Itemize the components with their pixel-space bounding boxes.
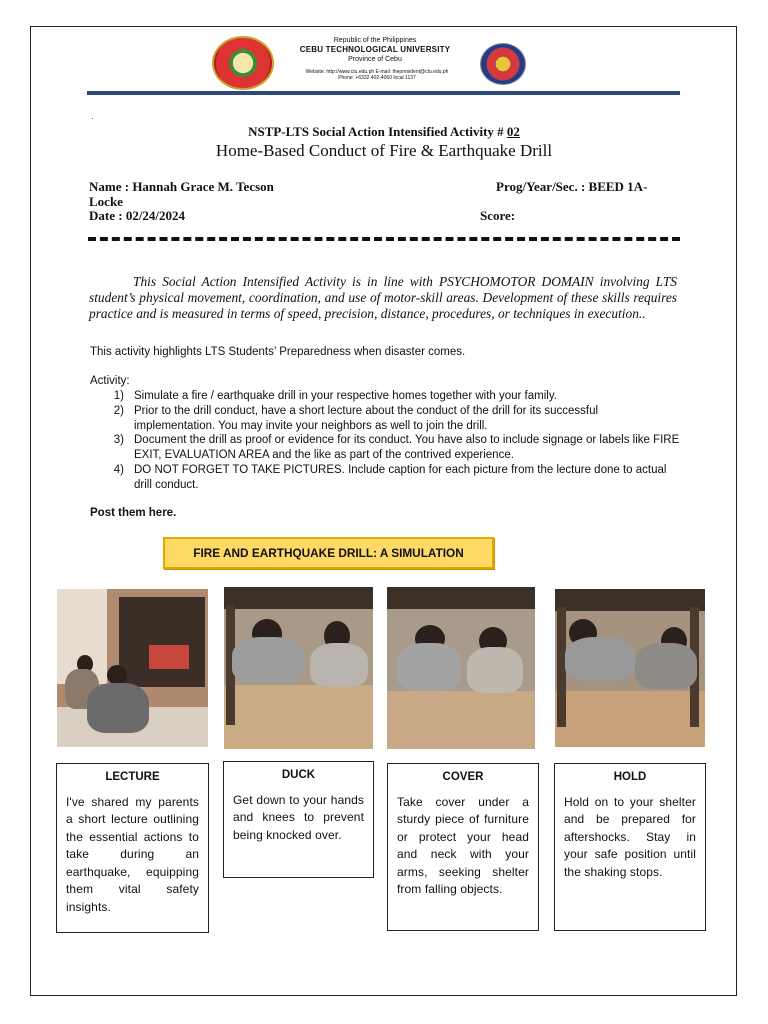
card-title: HOLD [613, 771, 647, 783]
republic-text: Republic of the Philippines [333, 37, 417, 44]
television [149, 645, 189, 669]
program-year-section: Prog/Year/Sec. : BEED 1A- [496, 179, 648, 194]
person-body [232, 637, 304, 683]
table-top [224, 587, 373, 609]
simulation-banner: FIRE AND EARTHQUAKE DRILL: A SIMULATION [163, 537, 494, 569]
hold-photo [555, 589, 705, 747]
date-field: Date : 02/24/2024 [89, 208, 186, 223]
duck-photo [224, 587, 373, 749]
post-label: Post them here. [90, 507, 177, 519]
list-item-number: 4) [113, 463, 124, 476]
hold-card [554, 763, 706, 931]
card-body: Take cover under a sturdy piece of furniture or protect your head and neck with your arms, seeking shelter from falling objects. [397, 794, 529, 896]
student-name: Name : Hannah Grace M. Tecson [89, 179, 274, 194]
activity-title-prefix: NSTP-LTS Social Action Intensified Activity # [248, 124, 507, 139]
letterhead [280, 37, 470, 64]
lecture-photo [57, 589, 208, 747]
list-item-text: Simulate a fire / earthquake drill in your respective homes together with your family. [134, 390, 557, 402]
program-continuation: Locke [89, 194, 123, 209]
contact-info [282, 69, 472, 81]
cover-photo [387, 587, 535, 749]
card-body: Get down to your hands and knees to prevent being knocked over. [233, 792, 364, 842]
intro-paragraph: This Social Action Intensified Activity is in line with PSYCHOMOTOR DOMAIN involving LTS student’s physical movement, coordination, and use of motor-skill areas. Development of these skills requires practice and is measured in terms of speed, precision, distance, procedures, or techniques in execution.. [89, 274, 677, 321]
list-item [90, 404, 680, 434]
list-item-number: 2) [113, 404, 124, 417]
highlight-text: This activity highlights LTS Students’ Preparedness when disaster comes. [90, 346, 466, 358]
list-item-number: 3) [113, 434, 124, 447]
table-top [555, 589, 705, 611]
score-field: Score: [480, 208, 516, 223]
asean-seal-logo [480, 43, 526, 85]
card-body: Hold on to your shelter and be prepared for aftershocks. Stay in your safe position until the shaking stops. [564, 794, 696, 879]
card-title: LECTURE [105, 771, 160, 783]
list-item-number: 1) [113, 390, 124, 402]
cover-card [387, 763, 539, 931]
lecture-card [56, 763, 209, 933]
list-item [90, 433, 680, 463]
wooden-floor [387, 691, 535, 749]
website-line: Website: http://www.ctu.edu.ph E-mail: thepresident@ctu.edu.ph [305, 69, 449, 75]
wooden-floor [555, 691, 705, 747]
person-body [635, 643, 697, 689]
table-top [387, 587, 535, 609]
activity-number: 02 [506, 124, 520, 139]
province-text: Province of Cebu [348, 56, 402, 63]
wooden-floor [224, 685, 373, 749]
card-title: DUCK [281, 769, 316, 781]
list-item-text: Document the drill as proof or evidence for its conduct. You have also to include signage or labels like FIRE EXIT, EVALUATION AREA and the like as part of the contrived experience. [134, 434, 680, 462]
duck-card [223, 761, 374, 878]
activity-label: Activity: [90, 375, 130, 387]
dashed-divider [88, 237, 680, 241]
person-body [565, 637, 635, 681]
list-item [90, 463, 680, 493]
person-body [87, 683, 149, 733]
person-body [310, 643, 368, 687]
activity-list [90, 389, 680, 493]
list-item [90, 389, 680, 404]
card-title: COVER [442, 771, 484, 783]
list-item-text: DO NOT FORGET TO TAKE PICTURES. Include caption for each picture from the lecture done to actual drill conduct. [134, 463, 667, 491]
phone-line: Phone: +6332 402-4060 local 1137 [338, 75, 416, 81]
card-body: I've shared my parents a short lecture outlining the essential actions to take during an earthquake, equipping them vital safety insights. [66, 794, 199, 914]
university-seal-logo [212, 36, 274, 90]
person-body [397, 643, 461, 691]
stray-mark: · [91, 114, 94, 123]
shelf-unit [119, 597, 205, 687]
header-divider [87, 91, 680, 95]
activity-subtitle: Home-Based Conduct of Fire & Earthquake Drill [215, 141, 553, 160]
person-head [107, 665, 127, 685]
person-body [467, 647, 523, 693]
university-name: CEBU TECHNOLOGICAL UNIVERSITY [299, 45, 451, 54]
activity-title [0, 124, 768, 140]
list-item-text: Prior to the drill conduct, have a short lecture about the conduct of the drill for its successful implementation. You may invite your neighbors as well to join the drill. [134, 404, 599, 432]
